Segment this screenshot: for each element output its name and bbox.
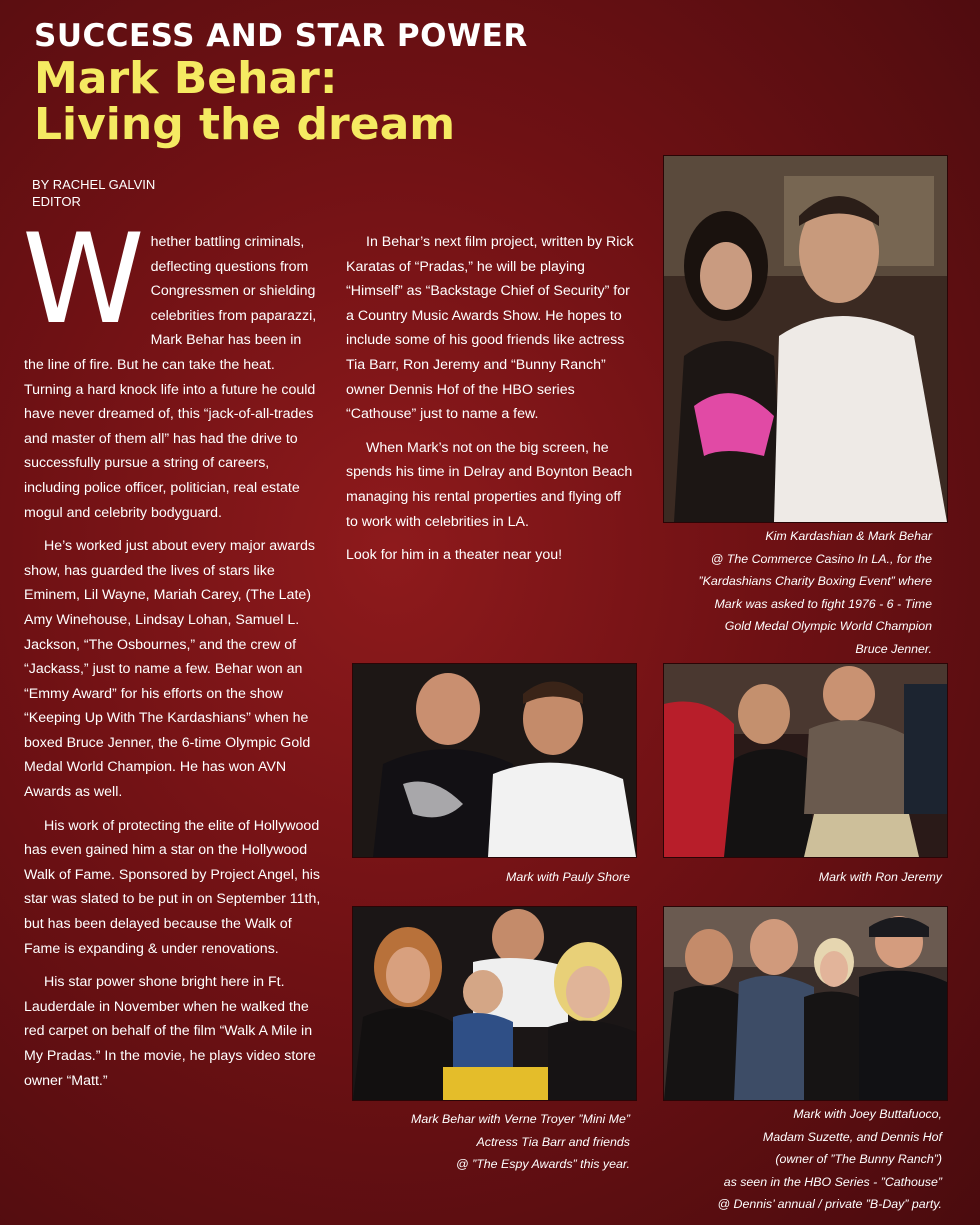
article-paragraph: Whether battling criminals, deflecting questions from Congressmen or shielding celebrities from paparazzi, Mark Behar has been in the line of fire. But he can take the heat. Turning a hard knock life into a future he could have never dreamed of, this “jack-of-all-trades and master of them all” has had the drive to successfully pursue a string of careers, including police officer, politician, real estate mogul and celebrity bodyguard. bbox=[22, 208, 317, 521]
caption-ron-jeremy: Mark with Ron Jeremy bbox=[818, 870, 942, 884]
article-paragraph: He’s worked just about every major awards show, has guarded the lives of stars like Eminem, Lil Wayne, Mariah Carey, (The Late) Amy Winehouse, Lindsay Lohan, Samuel L. Jackson, “The Osbournes,” and the crew of “Jackass,” just to name a few. Behar won an “Emmy Award” for his efforts on the show “Keeping Up With The Kardashians” when he boxed Bruce Jenner, the 6-time Olympic Gold Medal World Champion. He has won AVN Awards as well. bbox=[24, 538, 315, 801]
caption-dennis-hof: Mark with Joey Buttafuoco, Madam Suzette, and Dennis Hof (owner of ”The Bunny Ranch”) as seen in the HBO Series - ”Cathouse” @ Dennis’ annual / private ”B-Day” party. bbox=[717, 1107, 942, 1211]
photo-dennis-hof bbox=[664, 907, 947, 1100]
photo-ron-jeremy bbox=[664, 664, 947, 857]
caption-verne-troyer: Mark Behar with Verne Troyer ”Mini Me” Actress Tia Barr and friends @ ”The Espy Awards” this year. bbox=[411, 1112, 630, 1171]
article-column-2 bbox=[346, 230, 636, 577]
byline bbox=[32, 176, 155, 210]
photo-kardashian bbox=[664, 156, 947, 522]
article-paragraph: His star power shone bright here in Ft. Lauderdale in November when he walked the red carpet on behalf of the film “Walk A Mile in My Pradas.” In the movie, he plays video store owner “Matt.” bbox=[24, 974, 316, 1089]
headline-line-2: Living the dream bbox=[34, 99, 456, 150]
article-paragraph: Look for him in a theater near you! bbox=[346, 547, 563, 564]
section-kicker: SUCCESS AND STAR POWER bbox=[34, 18, 528, 54]
byline-role: EDITOR bbox=[32, 194, 81, 209]
caption-kardashian: Kim Kardashian & Mark Behar @ The Commerce Casino In LA., for the ”Kardashians Charity Boxing Event” where Mark was asked to fight 1976 - 6 - Time Gold Medal Olympic World Champion Bruce Jenner. bbox=[698, 529, 932, 656]
photo-pauly-shore bbox=[353, 664, 636, 857]
article-headline bbox=[34, 53, 456, 150]
headline-line-1: Mark Behar: bbox=[34, 53, 338, 104]
byline-author: BY RACHEL GALVIN bbox=[32, 177, 156, 192]
article-paragraph: In Behar’s next film project, written by Rick Karatas of “Pradas,” he will be playing “Himself” as “Backstage Chief of Security” for a Country Music Awards Show. He hopes to include some of his good friends like actress Tia Barr, Ron Jeremy and “Bunny Ranch” owner Dennis Hof of the HBO series “Cathouse” just to name a few. bbox=[346, 234, 634, 423]
article-paragraph: When Mark’s not on the big screen, he spends his time in Delray and Boynton Beach managing his rental properties and flying off to work with celebrities in LA. bbox=[346, 439, 633, 530]
drop-cap: W bbox=[22, 208, 145, 352]
article-paragraph: His work of protecting the elite of Hollywood has even gained him a star on the Hollywood Walk of Fame. Sponsored by Project Angel, his star was slated to be put in on September 11th, but has been delayed because the Walk of Fame is expanding & under renovations. bbox=[24, 817, 321, 957]
photo-verne-troyer bbox=[353, 907, 636, 1100]
caption-pauly-shore: Mark with Pauly Shore bbox=[506, 870, 630, 884]
article-column-1 bbox=[22, 208, 324, 1102]
